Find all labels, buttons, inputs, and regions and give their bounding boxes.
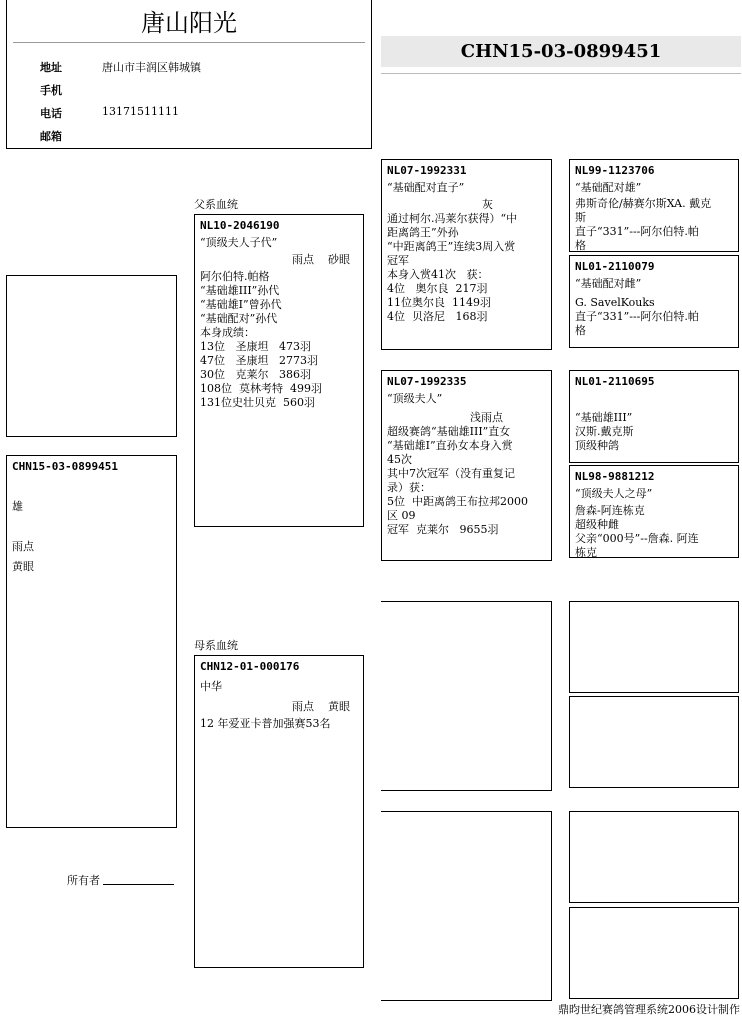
ggp3-ring: NL01-2110695 [575, 375, 655, 388]
sire-line: 47位 圣康坦 2773羽 [200, 354, 318, 367]
subject-eye: 黄眼 [12, 560, 34, 573]
ggp-card-8 [569, 907, 739, 999]
sire-name: “顶级夫人子代” [200, 236, 278, 249]
gd-line: “基础雄I”直孙女本身入赏 [387, 439, 513, 452]
ggp3-line: “基础雄III” [575, 411, 633, 424]
sire-line: 131位史壮贝克 560羽 [200, 396, 315, 409]
loft-name: 唐山阳光 [141, 9, 237, 37]
ggp1-line: 弗斯奇伦/赫赛尔斯XA. 戴克 [575, 197, 712, 210]
gs-color: 灰 [482, 198, 493, 211]
pigeon-photo-box [6, 275, 177, 437]
email-label: 邮箱 [40, 130, 62, 143]
address-value: 唐山市丰润区韩城镇 [102, 61, 201, 74]
phone-label: 电话 [40, 107, 62, 120]
gs-ring: NL07-1992331 [387, 164, 467, 177]
gd-line: 其中7次冠军（没有重复记 [387, 467, 515, 480]
sire-line: “基础雄I”曾孙代 [200, 298, 282, 311]
owner-label: 所有者 [67, 874, 100, 887]
sire-line: 阿尔伯特.帕格 [200, 270, 270, 283]
ggp-card-1 [569, 159, 739, 252]
gd-line: 录）获： [387, 481, 431, 494]
loft-header [6, 0, 372, 149]
gs-line: 距离鸽王”外孙 [387, 226, 459, 239]
ggp4-line: 詹森-阿连栋克 [575, 504, 645, 517]
gd-line: 超级赛鸽“基础雄III”直女 [387, 425, 511, 438]
header-divider [13, 42, 365, 43]
dam-name: 中华 [200, 680, 222, 693]
gd-line: 区 09 [387, 509, 416, 522]
ggp1-line: 格 [575, 239, 586, 252]
dam-line: 12 年爱亚卡普加强赛53名 [200, 717, 331, 730]
gd-line: 冠军 克莱尔 9655羽 [387, 523, 499, 536]
ggp3-line: 顶级种鸽 [575, 439, 619, 452]
sire-line: 13位 圣康坦 473羽 [200, 340, 311, 353]
ggp2-name: “基础配对雌” [575, 277, 642, 290]
sire-line: 108位 莫林考特 499羽 [200, 382, 322, 395]
gs-line: 本身入赏41次 获： [387, 268, 489, 281]
subject-sex: 雄 [12, 500, 23, 513]
sire-ring: NL10-2046190 [200, 219, 280, 232]
subject-color: 雨点 [12, 540, 34, 553]
dam-card [194, 655, 364, 968]
mobile-label: 手机 [40, 84, 62, 97]
ggp1-name: “基础配对雄” [575, 181, 642, 194]
ggp-card-7 [569, 811, 739, 903]
banner-rule [381, 73, 741, 74]
gs-name: “基础配对直子” [387, 181, 465, 194]
gs-line: “中距离鸽王”连续3周入赏 [387, 240, 516, 253]
gs-line: 4位 奥尔良 217羽 [387, 282, 488, 295]
ggp4-ring: NL98-9881212 [575, 470, 655, 483]
gs-line: 4位 贝洛尼 168羽 [387, 310, 488, 323]
ggp1-line: 斯 [575, 211, 586, 224]
gd-name: “顶级夫人” [387, 392, 443, 405]
granddam-paternal-card [381, 370, 552, 561]
ggp4-name: “顶级夫人之母” [575, 487, 653, 500]
address-label: 地址 [40, 61, 62, 74]
dam-line-caption: 母系血统 [194, 639, 238, 652]
grandsire-maternal-card [381, 601, 552, 791]
ggp-card-6 [569, 696, 739, 788]
grandsire-paternal-card [381, 159, 552, 350]
gd-line: 5位 中距离鸽王布拉邦2000 [387, 495, 528, 508]
ggp-card-2 [569, 255, 739, 348]
sire-line-caption: 父系血统 [194, 198, 238, 211]
ggp-card-5 [569, 601, 739, 693]
sire-color-eye: 雨点 砂眼 [292, 253, 350, 266]
gs-line: 冠军 [387, 254, 409, 267]
ggp-card-4 [569, 465, 739, 558]
dam-ring: CHN12-01-000176 [200, 660, 300, 673]
sire-line: “基础雄III”孙代 [200, 284, 280, 297]
ggp-card-3 [569, 370, 739, 463]
ggp2-ring: NL01-2110079 [575, 260, 655, 273]
ggp1-ring: NL99-1123706 [575, 164, 655, 177]
subject-ring: CHN15-03-0899451 [12, 460, 118, 473]
phone-value: 13171511111 [102, 105, 179, 118]
sire-line: “基础配对”孙代 [200, 312, 278, 325]
ggp3-line: 汉斯.戴克斯 [575, 425, 634, 438]
footer-credit: 鼎昀世纪赛鸽管理系统2006设计制作 [558, 1003, 740, 1016]
gs-line: 11位奥尔良 1149羽 [387, 296, 491, 309]
ggp1-line: 直子“331”---阿尔伯特.帕 [575, 225, 699, 238]
granddam-maternal-card [381, 811, 552, 1001]
ggp2-line: G. SavelKouks [575, 296, 655, 309]
gs-line: 通过柯尔.冯莱尔获得）“中 [387, 212, 518, 225]
ggp4-line: 栋克 [575, 546, 597, 558]
ggp2-line: 格 [575, 324, 586, 337]
sire-line: 30位 克莱尔 386羽 [200, 368, 311, 381]
gd-line: 45次 [387, 453, 412, 466]
ggp4-line: 父亲“000号”--詹森. 阿连 [575, 532, 699, 545]
owner-signature-line [103, 884, 174, 885]
ggp4-line: 超级种雌 [575, 518, 619, 531]
subject-card [6, 455, 177, 828]
sire-card [194, 214, 364, 527]
sire-line: 本身成绩： [200, 326, 255, 339]
gd-color: 浅雨点 [470, 411, 503, 424]
dam-color-eye: 雨点 黄眼 [292, 700, 350, 713]
ggp3-name [575, 392, 735, 406]
gd-ring: NL07-1992335 [387, 375, 467, 388]
ggp2-line: 直子“331”---阿尔伯特.帕 [575, 310, 699, 323]
ring-number-banner: CHN15-03-0899451 [381, 36, 741, 67]
